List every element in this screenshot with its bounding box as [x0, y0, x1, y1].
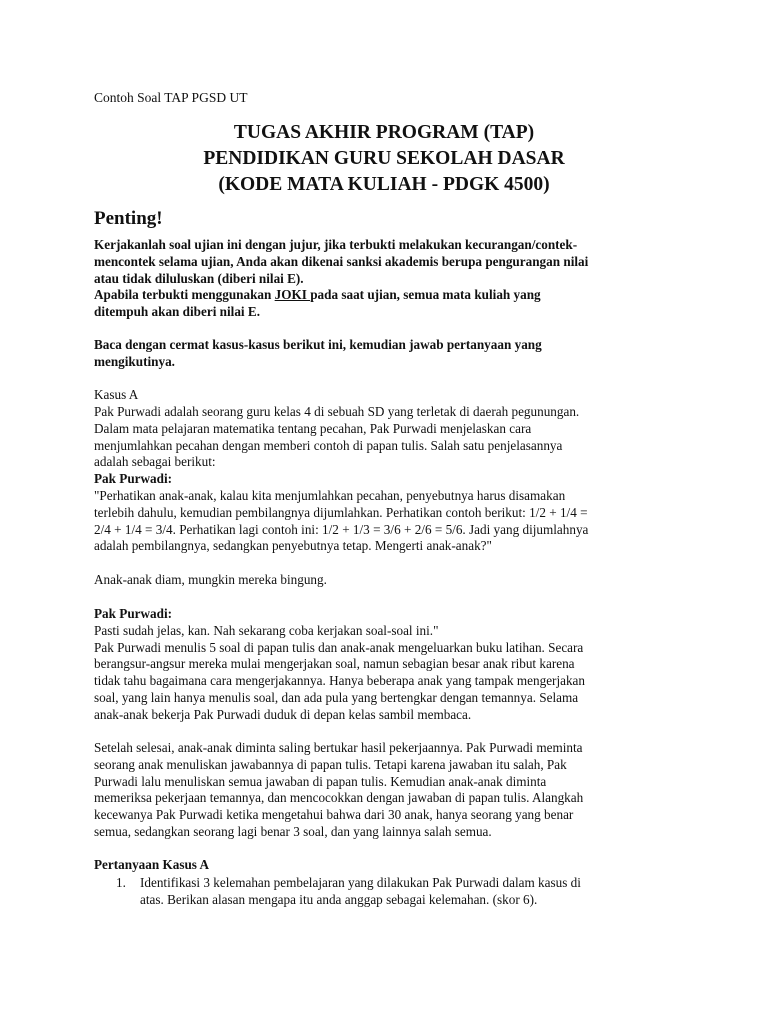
document-title: [0, 120, 768, 198]
children-line: Anak-anak diam, mungkin mereka bingung.: [94, 572, 327, 587]
speaker-label: Pak Purwadi:: [94, 471, 173, 487]
title-line: PENDIDIKAN GURU SEKOLAH DASAR: [203, 148, 565, 169]
kasus-a-line: Dalam mata pelajaran matematika tentang pecahan, Pak Purwadi menjelaskan cara: [94, 420, 532, 436]
instruction-line: Baca dengan cermat kasus-kasus berikut ini, kemudian jawab pertanyaan yang: [94, 337, 542, 352]
quote-line: "Perhatikan anak-anak, kalau kita menjumlahkan pecahan, penyebutnya harus disamakan: [94, 487, 566, 503]
quote-line: 2/4 + 1/4 = 3/4. Perhatikan lagi contoh ini: 1/2 + 1/3 = 3/6 + 2/6 = 5/6. Jadi yang dijumlahnya: [94, 521, 589, 537]
paragraph-line: Setelah selesai, anak-anak diminta saling bertukar hasil pekerjaannya. Pak Purwadi meminta: [94, 740, 583, 755]
kasus-a-line: Pak Purwadi adalah seorang guru kelas 4 di sebuah SD yang terletak di daerah pegunungan.: [94, 404, 580, 419]
instruction-line: mengikutinya.: [94, 353, 175, 369]
joki-line-2: ditempuh akan diberi nilai E.: [94, 304, 260, 320]
kasus-a-paragraph: [94, 404, 684, 555]
warning-line: atau tidak diluluskan (diberi nilai E).: [94, 270, 304, 286]
question-text: [140, 875, 581, 909]
joki-after: pada saat ujian, semua mata kuliah yang: [310, 287, 541, 303]
quote-line: Pak Purwadi menulis 5 soal di papan tulis dan anak-anak mengeluarkan buku latihan. Secara: [94, 639, 584, 655]
warning-line: mencontek selama ujian, Anda akan dikenai sanksi akademis berupa pengurangan nilai: [94, 253, 589, 269]
quote-line: tidak tahu bagaimana cara mengerjakannya. Hanya beberapa anak yang tampak mengerjakan: [94, 673, 585, 689]
question-number: 1.: [116, 875, 126, 890]
joki-line: [94, 287, 684, 304]
title-line: (KODE MATA KULIAH - PDGK 4500): [218, 174, 550, 195]
quote-line: terlebih dahulu, kemudian pembilangnya dijumlahkan. Perhatikan contoh berikut: 1/2 + 1/4 =: [94, 504, 588, 520]
quote-line: soal, yang lain hanya menulis soal, dan ada pula yang bertengkar dengan temannya. Selama: [94, 689, 579, 705]
title-line: TUGAS AKHIR PROGRAM (TAP): [233, 122, 535, 143]
second-dialogue: [94, 606, 684, 724]
pertanyaan-heading: Pertanyaan Kasus A: [94, 857, 210, 872]
paragraph-line: memeriksa pekerjaan temannya, dan mencocokkan dengan jawaban di papan tulis. Alangkah: [94, 790, 584, 806]
kasus-a-heading: Kasus A: [94, 387, 139, 402]
paragraph-line: Purwadi lalu menuliskan semua jawaban di papan tulis. Kemudian anak-anak diminta: [94, 773, 547, 789]
quote-line: adalah pembilangnya, sedangkan penyebutnya tetap. Mengerti anak-anak?": [94, 538, 492, 554]
instruction-paragraph: [94, 337, 684, 371]
quote-line: berangsur-angsur mereka mulai mengerjakan soal, namun sebagian besar anak ribut karena: [94, 656, 575, 672]
kasus-a-line: adalah sebagai berikut:: [94, 454, 216, 470]
paragraph-line: semua, sedangkan seorang lagi benar 3 soal, dan yang lainnya salah semua.: [94, 823, 492, 839]
quote-line: anak-anak bekerja Pak Purwadi duduk di depan kelas sambil membaca.: [94, 706, 472, 722]
warning-line: Kerjakanlah soal ujian ini dengan jujur, jika terbukti melakukan kecurangan/contek-: [94, 237, 578, 252]
joki-before: Apabila terbukti menggunakan: [94, 287, 275, 303]
warning-paragraph: [94, 237, 684, 321]
penting-heading: Penting!: [94, 208, 163, 229]
speaker-label: Pak Purwadi:: [94, 606, 173, 621]
paragraph-line: kecewanya Pak Purwadi ketika mengetahui bahwa dari 30 anak, hanya seorang yang benar: [94, 807, 574, 823]
question-line: atas. Berikan alasan mengapa itu anda anggap sebagai kelemahan. (skor 6).: [140, 891, 538, 907]
quote-line: Pasti sudah jelas, kan. Nah sekarang coba kerjakan soal-soal ini.": [94, 622, 439, 638]
paragraph-line: seorang anak menuliskan jawabannya di papan tulis. Tetapi karena jawaban itu salah, Pak: [94, 756, 567, 772]
paragraph-setelah: [94, 740, 684, 841]
kasus-a-line: menjumlahkan pecahan dengan memberi contoh di papan tulis. Salah satu penjelasannya: [94, 437, 563, 453]
question-line: Identifikasi 3 kelemahan pembelajaran yang dilakukan Pak Purwadi dalam kasus di: [140, 875, 581, 890]
document-header: Contoh Soal TAP PGSD UT: [94, 90, 248, 105]
joki-word: JOKI: [274, 287, 311, 303]
